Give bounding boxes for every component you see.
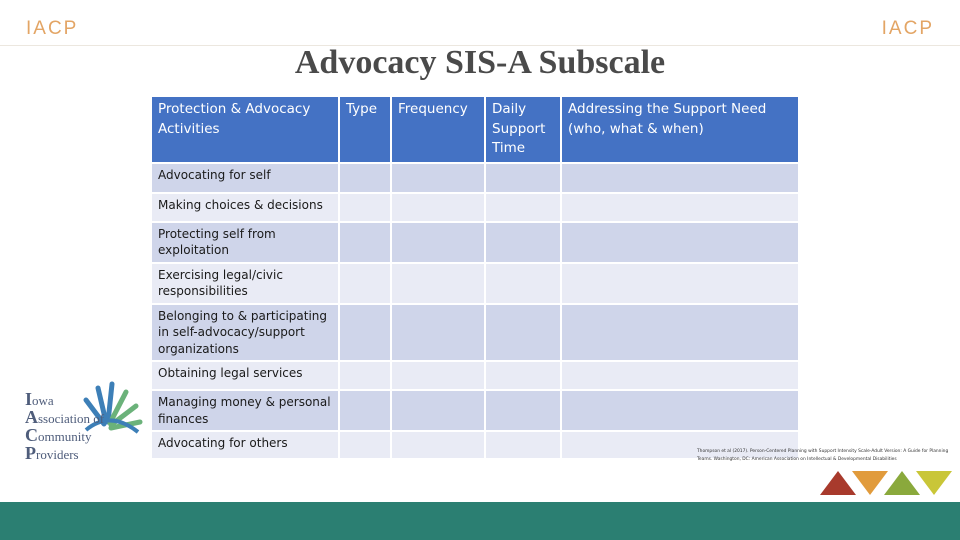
type-cell[interactable] [339,222,391,263]
activity-cell: Advocating for self [151,163,339,193]
citation-text: Thompson et al (2017). Person-Centered Planning with Support Intensity Scale-Adult Version: A Guide for Planning Teams. Washington, DC: American Association on Intellectual & Developmental Disabilities [697,449,949,462]
table-header-row [151,96,799,163]
daily-support-time-cell[interactable] [485,361,561,390]
column-header-activities: Protection & Advocacy Activities [151,96,339,163]
daily-support-time-cell[interactable] [485,304,561,362]
type-cell[interactable] [339,304,391,362]
table-row [151,163,799,193]
brand-logo-left: IACP [26,18,79,39]
table-row [151,304,799,362]
activity-cell: Obtaining legal services [151,361,339,390]
logo-line-community: Community [25,425,92,445]
logo-line-association: Association of [25,407,105,427]
advocacy-subscale-table [150,95,800,460]
support-need-cell[interactable] [561,361,799,390]
table-row [151,390,799,431]
support-need-cell[interactable] [561,222,799,263]
daily-support-time-cell[interactable] [485,193,561,222]
table-row [151,193,799,222]
frequency-cell[interactable] [391,193,485,222]
type-cell[interactable] [339,163,391,193]
activity-cell: Advocating for others [151,431,339,459]
activity-cell: Exercising legal/civic responsibilities [151,263,339,304]
column-header-frequency: Frequency [391,96,485,163]
frequency-cell[interactable] [391,222,485,263]
daily-support-time-cell[interactable] [485,263,561,304]
frequency-cell[interactable] [391,390,485,431]
table-row [151,222,799,263]
activity-cell: Managing money & personal finances [151,390,339,431]
type-cell[interactable] [339,431,391,459]
type-cell[interactable] [339,193,391,222]
table-row [151,361,799,390]
type-cell[interactable] [339,361,391,390]
support-need-cell[interactable] [561,163,799,193]
activity-cell: Belonging to & participating in self-advocacy/support organizations [151,304,339,362]
support-need-cell[interactable] [561,193,799,222]
table-row [151,263,799,304]
slide-title: Advocacy SIS-A Subscale [294,44,666,81]
frequency-cell[interactable] [391,431,485,459]
support-need-cell[interactable] [561,304,799,362]
daily-support-time-cell[interactable] [485,390,561,431]
type-cell[interactable] [339,263,391,304]
organization-logo [22,378,146,468]
logo-line-providers: Providers [25,443,79,463]
activity-cell: Protecting self from exploitation [151,222,339,263]
triangles-decoration-icon [820,471,954,495]
daily-support-time-cell[interactable] [485,222,561,263]
brand-logo-right: IACP [881,18,934,39]
type-cell[interactable] [339,390,391,431]
frequency-cell[interactable] [391,163,485,193]
frequency-cell[interactable] [391,304,485,362]
column-header-addressing-support-need: Addressing the Support Need (who, what & when) [561,96,799,163]
column-header-daily-support-time: Daily Support Time [485,96,561,163]
footer-bar [0,502,960,540]
support-need-cell[interactable] [561,263,799,304]
column-header-type: Type [339,96,391,163]
activity-cell: Making choices & decisions [151,193,339,222]
logo-line-iowa: Iowa [25,389,54,409]
support-need-cell[interactable] [561,390,799,431]
frequency-cell[interactable] [391,263,485,304]
frequency-cell[interactable] [391,361,485,390]
daily-support-time-cell[interactable] [485,431,561,459]
daily-support-time-cell[interactable] [485,163,561,193]
